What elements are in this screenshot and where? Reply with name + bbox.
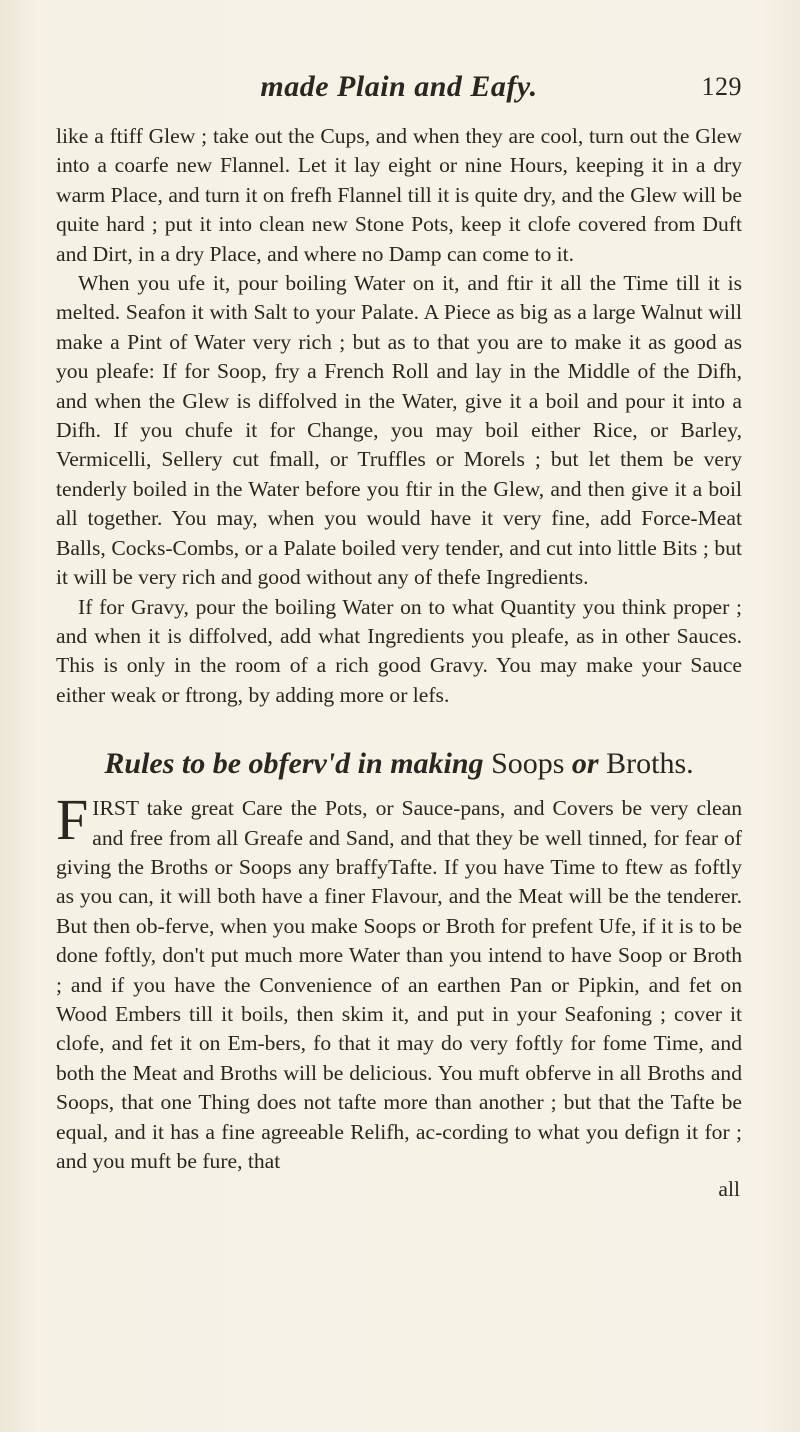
catchword: all [718, 1177, 740, 1202]
running-title: made Plain and Eafy. [260, 70, 538, 103]
body-text [56, 122, 742, 710]
section-heading-soops: Soops [491, 747, 565, 781]
running-head [56, 70, 742, 110]
section-heading [56, 746, 742, 782]
page-number: 129 [701, 72, 742, 101]
section-paragraph [56, 787, 742, 1176]
section-heading-broths: Broths. [606, 747, 694, 781]
paragraph-2: When you ufe it, pour boiling Water on it, and ftir it all the Time till it is melted. Seafon it with Salt to your Palate. A Piece as big as a large Walnut will make a Pint of Water very rich ; but as to that you are to make it as good as you pleafe: If for Soop, fry a French Roll and lay in the Middle of the Difh, and when the Glew is diffolved in the Water, give it a boil and pour it into a Difh. If you chufe it for Change, you may boil either Rice, or Barley, Vermicelli, Sellery cut fmall, or Truffles or Morels ; but let them be very tenderly boiled in the Water before you ftir in the Glew, and then give it a boil all together. You may, when you would have it very fine, add Force-Meat Balls, Cocks-Combs, or a Palate boiled very tender, and cut into little Bits ; but it will be very rich and good without any of thefe Ingredients. [56, 271, 742, 590]
paragraph-1: like a ftiff Glew ; take out the Cups, and when they are cool, turn out the Glew into a coarfe new Flannel. Let it lay eight or nine Hours, keeping it in a dry warm Place, and turn it on frefh Flannel till it is quite dry, and the Glew will be quite hard ; put it into clean new Stone Pots, keep it clofe covered from Duft and Dirt, in a dry Place, and where no Damp can come to it. [56, 124, 742, 266]
first-word-rest: IRST [92, 796, 139, 821]
section-body [56, 787, 742, 1176]
section-heading-or: or [571, 747, 599, 781]
paragraph-3: If for Gravy, pour the boiling Water on to what Quantity you think proper ; and when it is diffolved, add what Ingredients you pleafe, as in other Sauces. This is only in the room of a rich good Gravy. You may make your Sauce either weak or ftrong, by adding more or lefs. [56, 594, 742, 707]
drop-cap: F [56, 787, 89, 853]
section-paragraph-text: take great Care the Pots, or Sauce-pans, and Covers be very clean and free from all Greafe and Sand, and that they be well tinned, for fear of giving the Broths or Soops any braffyTafte. If you have Time to ftew as foftly as you can, it will both have a finer Flavour, and the Meat will be the tenderer. But then ob-ferve, when you make Soops or Broth for prefent Ufe, if it is to be done foftly, don't put much more Water than you intend to have Soop or Broth ; and if you have the Convenience of an earthen Pan or Pipkin, and fet on Wood Embers till it boils, then skim it, and put in your Seafoning ; cover it clofe, and fet it on Em-bers, fo that it may do very foftly for fome Time, and both the Meat and Broths will be delicious. You muft obferve in all Broths and Soops, that one Thing does not tafte more than another ; but that the Tafte be equal, and it has a fine agreeable Relifh, ac-cording to what you defign it for ; and you muft be fure, that [56, 796, 742, 1173]
section-heading-italic: Rules to be obferv'd in making [104, 747, 484, 781]
